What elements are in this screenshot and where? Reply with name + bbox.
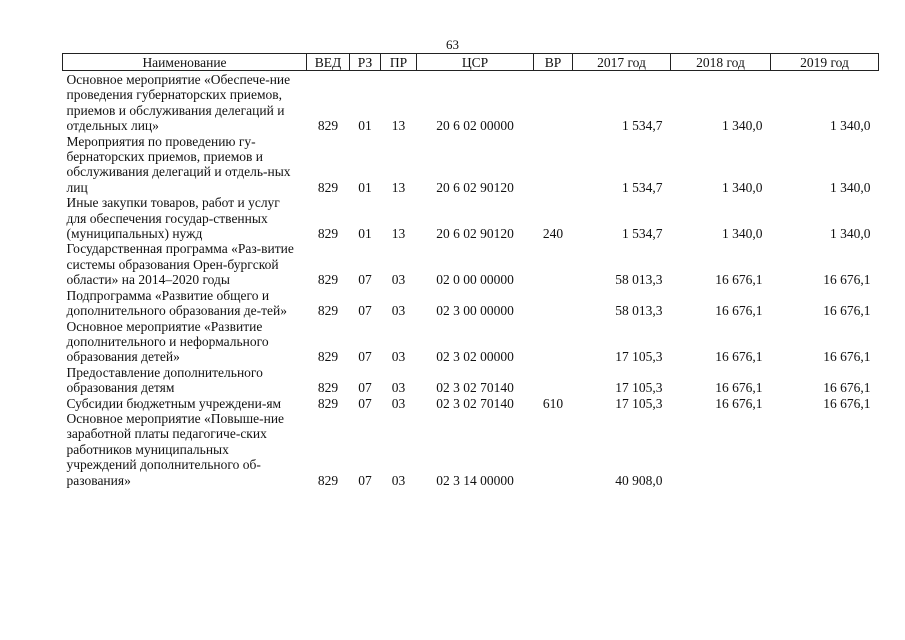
row-value-2019: 16 676,1 [823, 395, 871, 411]
row-name: Подпрограмма «Развитие общего и дополнительного образования де-тей» [66, 287, 287, 319]
row-name: Субсидии бюджетным учреждени-ям [66, 395, 282, 411]
row-vr [534, 411, 573, 488]
row-csr: 02 3 14 00000 [436, 472, 514, 488]
row-value-2017: 17 105,3 [615, 380, 663, 396]
header-ved: ВЕД [307, 54, 350, 71]
row-rz: 01 [358, 118, 372, 134]
row-value-2019: 1 340,0 [830, 118, 871, 134]
row-pr: 03 [391, 303, 406, 319]
table-header [63, 54, 879, 71]
row-value-2019: 16 676,1 [823, 380, 871, 396]
row-value-2017: 1 534,7 [622, 118, 663, 134]
budget-table [62, 53, 879, 488]
header-pr: ПР [381, 54, 417, 71]
row-value-2019: 16 676,1 [823, 303, 871, 319]
row-value-2018: 1 340,0 [722, 179, 763, 195]
row-value-2017: 1 534,7 [622, 226, 663, 242]
row-value-2018: 16 676,1 [715, 395, 763, 411]
row-csr: 02 3 02 70140 [436, 380, 514, 396]
header-name: Наименование [63, 54, 307, 71]
row-pr: 03 [391, 349, 406, 365]
row-vr [534, 134, 573, 196]
row-value-2019: 1 340,0 [830, 179, 871, 195]
page-number: 63 [446, 37, 459, 52]
row-value-2019 [771, 411, 879, 488]
table-row [63, 365, 879, 396]
row-name: Государственная программа «Раз-витие системы образования Орен-бургской области» на 2014–2020 годы [66, 241, 294, 288]
row-csr: 02 3 00 00000 [436, 303, 514, 319]
row-value-2017: 58 013,3 [615, 303, 663, 319]
row-ved: 829 [317, 349, 339, 365]
row-csr: 20 6 02 00000 [436, 118, 514, 134]
row-csr: 02 3 02 00000 [436, 349, 514, 365]
row-ved: 829 [317, 395, 339, 411]
header-csr: ЦСР [417, 54, 534, 71]
row-value-2018: 16 676,1 [715, 272, 763, 288]
header-rz: РЗ [350, 54, 381, 71]
row-csr: 20 6 02 90120 [436, 226, 514, 242]
row-value-2019: 16 676,1 [823, 349, 871, 365]
row-value-2018: 1 340,0 [722, 226, 763, 242]
row-value-2017: 1 534,7 [622, 179, 663, 195]
table-row [63, 288, 879, 319]
table-row [63, 411, 879, 488]
row-name: Иные закупки товаров, работ и услуг для обеспечения государ-ственных (муниципальных) нужд [66, 195, 280, 242]
header-2017: 2017 год [573, 54, 671, 71]
header-2019: 2019 год [771, 54, 879, 71]
row-csr: 02 0 00 00000 [436, 272, 514, 288]
row-pr: 13 [391, 118, 406, 134]
row-ved: 829 [317, 272, 339, 288]
row-rz: 07 [358, 272, 372, 288]
row-rz: 07 [358, 303, 372, 319]
row-ved: 829 [317, 472, 339, 488]
row-value-2018 [671, 411, 771, 488]
header-row [63, 54, 879, 71]
row-rz: 01 [358, 179, 372, 195]
table-row [63, 319, 879, 365]
row-vr [534, 365, 573, 396]
row-value-2017: 58 013,3 [615, 272, 663, 288]
row-value-2019: 1 340,0 [830, 226, 871, 242]
row-vr [534, 319, 573, 365]
row-value-2018: 16 676,1 [715, 349, 763, 365]
row-ved: 829 [317, 380, 339, 396]
row-rz: 07 [358, 349, 372, 365]
row-pr: 03 [391, 272, 406, 288]
row-value-2018: 1 340,0 [722, 118, 763, 134]
row-csr: 20 6 02 90120 [436, 179, 514, 195]
row-ved: 829 [317, 226, 339, 242]
row-ved: 829 [317, 303, 339, 319]
row-name: Мероприятия по проведению гу-бернаторских приемов, приемов и обслуживания делегаций и отдель-ных лиц [66, 133, 291, 195]
row-ved: 829 [317, 118, 339, 134]
row-vr [534, 71, 573, 134]
table-body [63, 71, 879, 488]
table-row [63, 195, 879, 241]
table-row [63, 241, 879, 287]
row-pr: 03 [391, 395, 406, 411]
row-pr: 03 [391, 380, 406, 396]
row-name: Основное мероприятие «Развитие дополнительного и неформального образования детей» [66, 318, 269, 365]
row-name: Предоставление дополнительного образования детям [66, 364, 263, 396]
row-ved: 829 [317, 179, 339, 195]
row-vr [534, 288, 573, 319]
row-value-2018: 16 676,1 [715, 303, 763, 319]
row-pr: 13 [391, 179, 406, 195]
row-vr: 610 [542, 395, 564, 411]
table-row [63, 134, 879, 196]
row-pr: 13 [391, 226, 406, 242]
row-name: Основное мероприятие «Обеспече-ние проведения губернаторских приемов, приемов и обслуживания делегаций и отдельных лиц» [66, 72, 291, 134]
row-rz: 01 [358, 226, 372, 242]
row-rz: 07 [358, 380, 372, 396]
row-name: Основное мероприятие «Повыше-ние заработной платы педагогиче-ских работников муниципальных учреждений дополнительного об-разования» [66, 410, 285, 488]
table-row [63, 396, 879, 411]
row-rz: 07 [358, 472, 372, 488]
row-rz: 07 [358, 395, 372, 411]
row-value-2017: 40 908,0 [615, 472, 663, 488]
header-2018: 2018 год [671, 54, 771, 71]
header-vr: ВР [534, 54, 573, 71]
row-value-2017: 17 105,3 [615, 349, 663, 365]
row-vr: 240 [542, 226, 564, 242]
row-vr [534, 241, 573, 287]
row-value-2018: 16 676,1 [715, 380, 763, 396]
row-value-2019: 16 676,1 [823, 272, 871, 288]
row-csr: 02 3 02 70140 [436, 395, 514, 411]
row-pr: 03 [391, 472, 406, 488]
table-row [63, 71, 879, 134]
row-value-2017: 17 105,3 [615, 395, 663, 411]
